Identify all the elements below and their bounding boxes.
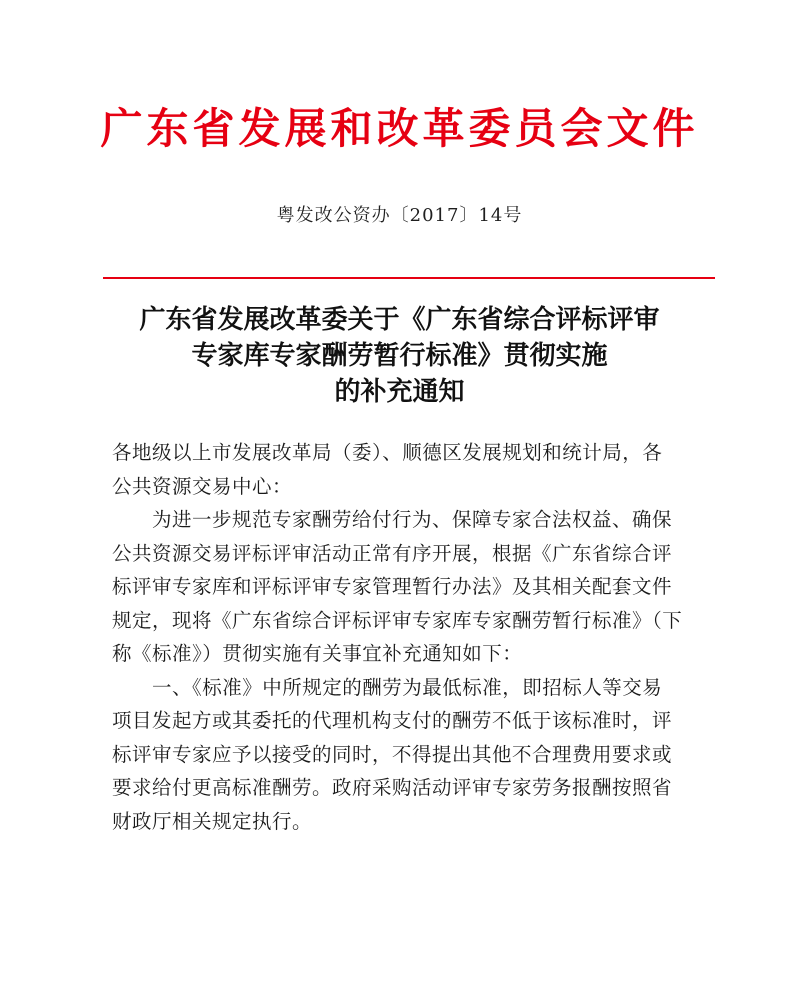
- document-number: 粤发改公资办〔2017〕14号: [276, 205, 523, 226]
- red-divider-line: [103, 277, 715, 279]
- body-line-paragraph-1: 公共资源交易评标评审活动正常有序开展，根据《广东省综合评: [112, 541, 673, 565]
- body-line-item-1-end: 财政厅相关规定执行。: [112, 809, 313, 833]
- body-line-paragraph-1-end: 称《标准》）贯彻实施有关事宜补充通知如下：: [112, 642, 523, 665]
- body-line-item-1: 要求给付更高标准酬劳。政府采购活动评审专家劳务报酬按照省: [112, 776, 673, 799]
- body-line-item-1: 标评审专家应予以接受的同时，不得提出其他不合理费用要求或: [112, 742, 673, 766]
- body-line-addressee-1: 各地级以上市发展改革局（委）、顺德区发展规划和统计局，各: [112, 441, 663, 464]
- body-line-item-1: 项目发起方或其委托的代理机构支付的酬劳不低于该标准时，评: [112, 709, 673, 732]
- document-body: [112, 436, 712, 838]
- body-line-addressee-2: 公共资源交易中心：: [112, 474, 293, 498]
- issuer-header: 广东省发展和改革委员会文件: [100, 104, 699, 153]
- document-title: [0, 302, 799, 410]
- title-line-2: 专家库专家酬劳暂行标准》贯彻实施: [191, 341, 608, 371]
- title-line-3: 的补充通知: [334, 377, 465, 407]
- body-line-item-1-start: 一、《标准》中所规定的酬劳为最低标准，即招标人等交易: [152, 675, 663, 699]
- body-line-paragraph-1-start: 为进一步规范专家酬劳给付行为、保障专家合法权益、确保: [152, 508, 673, 531]
- title-line-1: 广东省发展改革委关于《广东省综合评标评审: [139, 305, 660, 335]
- body-line-paragraph-1: 规定，现将《广东省综合评标评审专家库专家酬劳暂行标准》（下: [112, 608, 683, 632]
- body-line-paragraph-1: 标评审专家库和评标评审专家管理暂行办法》及其相关配套文件: [112, 575, 673, 598]
